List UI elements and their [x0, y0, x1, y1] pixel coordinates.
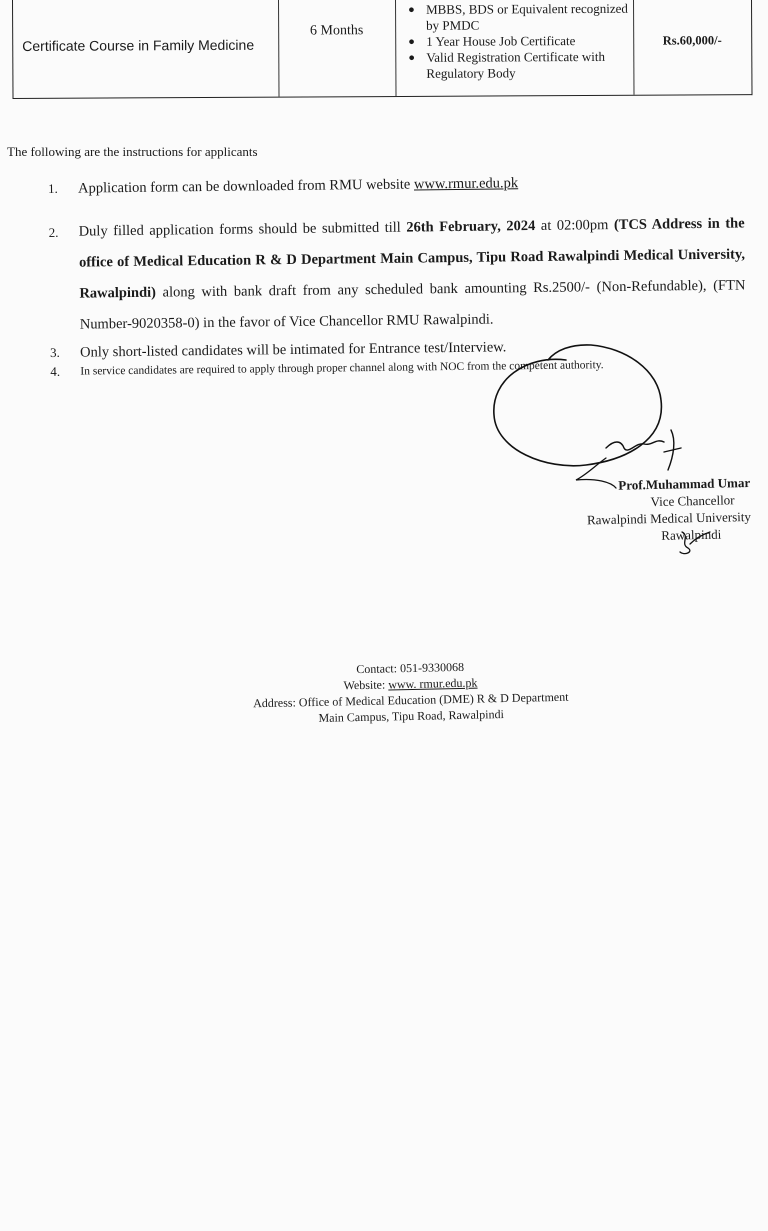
signatory-block	[540, 474, 751, 546]
duration-cell	[278, 0, 397, 97]
contact-phone: Contact: 051-9330068	[356, 659, 465, 677]
requirement-item: ● Valid Registration Certificate with Regulatory Body	[408, 48, 606, 81]
course-name: Certificate Course in Family Medicine	[22, 36, 255, 54]
signatory-name: Prof.Muhammad Umar	[618, 474, 751, 493]
signatory-title: Vice Chancellor	[650, 492, 735, 510]
instruction-number: 4.	[50, 363, 61, 379]
instructions-intro: The following are the instructions for applicants	[7, 144, 258, 159]
instruction-item: 3. Only short-listed candidates will be intimated for Entrance test/Interview.	[46, 334, 746, 363]
instruction-number: 2.	[48, 224, 59, 240]
course-table	[12, 0, 753, 99]
instruction-number: 1.	[48, 180, 58, 196]
signatory-institution: Rawalpindi Medical University	[586, 508, 752, 528]
footer-address-line2: Main Campus, Tipu Road, Rawalpindi	[318, 707, 504, 725]
instruction-item: 4. In service candidates are required to apply through proper channel along with NOC from the competent authority.	[50, 359, 604, 379]
requirement-item: ● MBBS, BDS or Equivalent recognized by PMDC	[408, 0, 628, 33]
instruction-number: 3.	[50, 344, 60, 360]
instruction-item: 1. Application form can be downloaded from RMU website www.rmur.edu.pk	[44, 169, 744, 200]
course-duration: 6 Months	[309, 23, 364, 39]
footer-website-link[interactable]: www. rmur.edu.pk	[388, 675, 478, 692]
fee-cell	[633, 0, 752, 95]
footer-address: Address: Office of Medical Education (DME) R & D Department	[253, 689, 569, 711]
bullet-icon: ●	[408, 35, 415, 48]
requirements-list	[408, 1, 630, 82]
deadline-date: 26th February, 2024	[406, 218, 536, 236]
rmu-website-link[interactable]: www.rmur.edu.pk	[413, 175, 519, 193]
bullet-icon: ●	[408, 51, 415, 64]
contact-footer	[240, 656, 581, 727]
requirement-item: ● 1 Year House Job Certificate	[408, 33, 576, 49]
initials-mark	[676, 528, 712, 558]
course-name-cell	[13, 0, 280, 98]
instruction-item: 2. Duly filled application forms should be submitted till 26th February, 2024 at 02:00pm (TCS Address in the office of Medical Education R & D Department Main Campus, Tipu Road Rawalpindi Medical University, Rawalpindi) along with bank draft from any scheduled bank amounting Rs.2500/- (Non-Refundable), (FTN Number-9020358-0) in the favor of Vice Chancellor RMU Rawalpindi.	[48, 215, 746, 333]
signatory-city: Rawalpindi	[661, 526, 722, 543]
requirements-cell	[395, 0, 635, 96]
submission-address: (TCS Address in the office of Medical Education R & D Department Main Campus, Tipu Road Rawalpindi Medical University, Rawalpindi)	[78, 215, 746, 302]
course-fee: Rs.60,000/-	[662, 33, 722, 48]
bullet-icon: ●	[408, 3, 415, 16]
footer-website: Website: www. rmur.edu.pk	[343, 675, 478, 693]
